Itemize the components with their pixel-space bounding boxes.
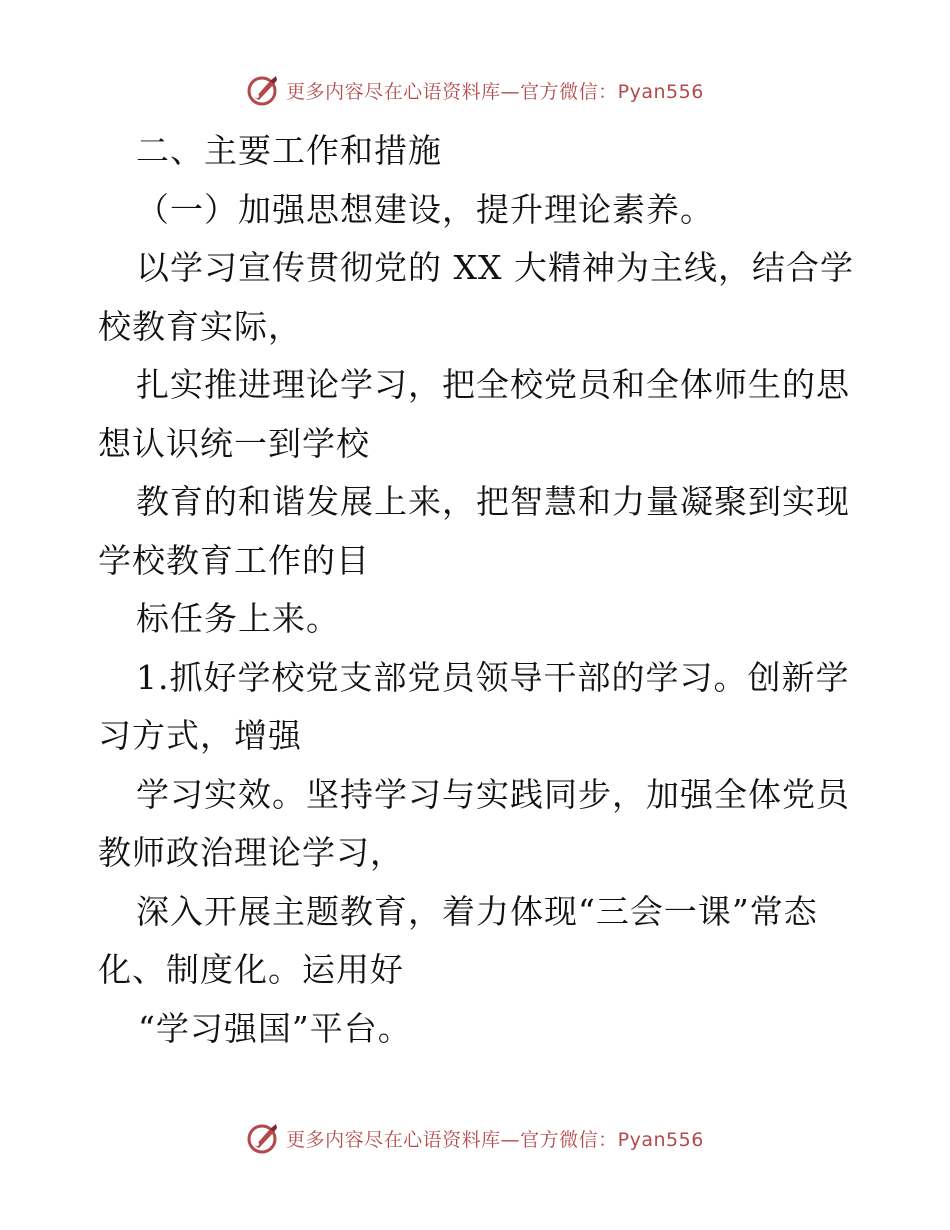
section-heading: 二、主要工作和措施 (136, 131, 442, 170)
paragraph-line: 深入开展主题教育，着力体现“三会一课”常态 (136, 891, 818, 931)
paragraph-line: 学习实效。坚持学习与实践同步，加强全体党员 (136, 774, 850, 814)
paragraph-line: 教师政治理论学习， (98, 833, 404, 872)
paragraph-line: 教育的和谐发展上来，把智慧和力量凝聚到实现 (136, 482, 850, 521)
paragraph-line: 想认识统一到学校 (98, 423, 370, 463)
footer-banner-text: 更多内容尽在心语资料库—官方微信：Pyan556 (286, 1128, 704, 1151)
footer-banner (0, 1118, 950, 1158)
paragraph-line: 以学习宣传贯彻党的 XX 大精神为主线，结合学 (136, 248, 854, 287)
paragraph-line: 标任务上来。 (136, 599, 340, 638)
paragraph-line: 学校教育工作的目 (98, 540, 370, 580)
paragraph-line: 化、制度化。运用好 (98, 950, 404, 989)
paragraph-line: 扎实推进理论学习，把全校党员和全体师生的思 (136, 365, 850, 404)
header-banner-text: 更多内容尽在心语资料库—官方微信：Pyan556 (286, 80, 704, 103)
subsection-heading: （一）加强思想建设，提升理论素养。 (136, 189, 714, 229)
header-banner (0, 70, 950, 110)
paragraph-line: “学习强国”平台。 (138, 1008, 412, 1048)
quill-pen-logo-icon (246, 73, 280, 107)
document-body (98, 122, 858, 1058)
paragraph-line: 习方式，增强 (98, 716, 302, 755)
paragraph-line: 校教育实际， (98, 306, 302, 346)
quill-pen-logo-icon (246, 1121, 280, 1155)
numbered-item-line: 1.抓好学校党支部党员领导干部的学习。创新学 (136, 657, 850, 697)
